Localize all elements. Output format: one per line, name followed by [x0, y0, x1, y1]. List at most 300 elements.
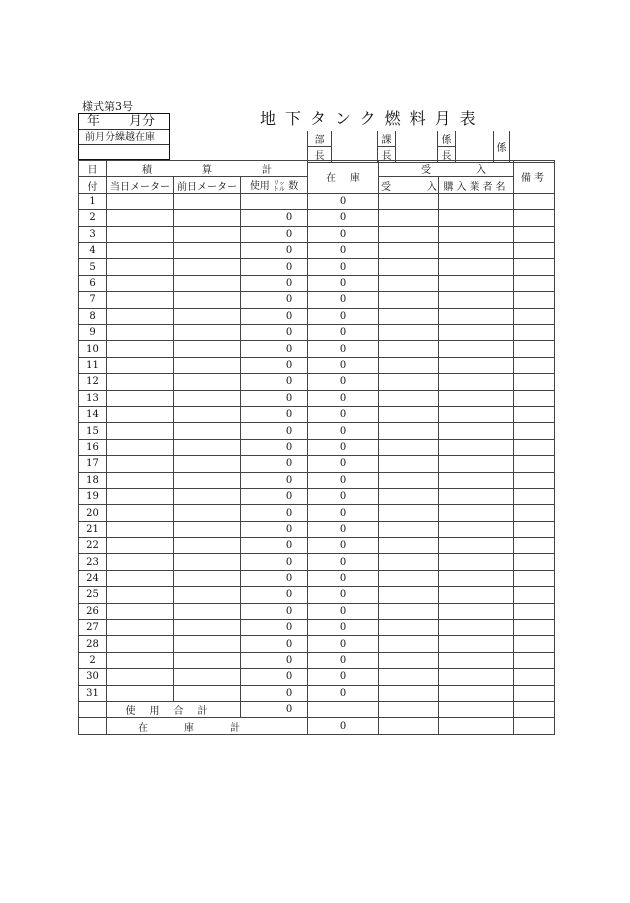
receipt-cell[interactable]: [379, 226, 439, 242]
table-row: [79, 669, 555, 685]
usage-cell[interactable]: 0: [241, 210, 308, 226]
supplier-cell[interactable]: [439, 652, 514, 668]
current-meter-cell[interactable]: [107, 406, 174, 422]
day-cell: 14: [79, 406, 107, 422]
remarks-cell[interactable]: [514, 357, 555, 373]
header-receipt-sub-1: 受: [381, 181, 392, 193]
previous-meter-cell[interactable]: [174, 636, 241, 652]
usage-cell[interactable]: 0: [241, 538, 308, 554]
day-cell: 4: [79, 243, 107, 259]
current-meter-cell[interactable]: [107, 456, 174, 472]
day-cell: 23: [79, 554, 107, 570]
previous-meter-cell[interactable]: [174, 685, 241, 701]
table-row: [79, 456, 555, 472]
header-remarks: 備考: [514, 161, 555, 194]
current-meter-cell[interactable]: [107, 472, 174, 488]
receipt-cell[interactable]: [379, 636, 439, 652]
supplier-cell[interactable]: [439, 685, 514, 701]
current-meter-cell[interactable]: [107, 521, 174, 537]
table-row: [79, 406, 555, 422]
remarks-cell[interactable]: [514, 636, 555, 652]
supplier-cell[interactable]: [439, 456, 514, 472]
receipt-cell[interactable]: [379, 620, 439, 636]
day-cell: 27: [79, 620, 107, 636]
supplier-cell[interactable]: [439, 472, 514, 488]
day-cell: 25: [79, 587, 107, 603]
current-meter-cell[interactable]: [107, 357, 174, 373]
current-meter-cell[interactable]: [107, 652, 174, 668]
day-cell: 21: [79, 521, 107, 537]
remarks-cell[interactable]: [514, 423, 555, 439]
usage-cell[interactable]: 0: [241, 406, 308, 422]
supplier-cell[interactable]: [439, 193, 514, 209]
remarks-cell[interactable]: [514, 390, 555, 406]
supplier-cell[interactable]: [439, 636, 514, 652]
remarks-cell[interactable]: [514, 620, 555, 636]
usage-total-row: [79, 702, 555, 718]
header-usage: [241, 177, 308, 194]
period-field[interactable]: [79, 114, 169, 130]
receipt-cell[interactable]: [379, 554, 439, 570]
receipt-cell[interactable]: [379, 669, 439, 685]
usage-cell[interactable]: 0: [241, 341, 308, 357]
usage-cell[interactable]: 0: [241, 374, 308, 390]
usage-cell[interactable]: 0: [241, 669, 308, 685]
receipt-cell[interactable]: [379, 570, 439, 586]
day-cell: 16: [79, 439, 107, 455]
stock-cell: 0: [308, 620, 379, 636]
table-row: [79, 505, 555, 521]
current-meter-cell[interactable]: [107, 439, 174, 455]
receipt-cell[interactable]: [379, 308, 439, 324]
remarks-cell[interactable]: [514, 603, 555, 619]
previous-meter-cell[interactable]: [174, 357, 241, 373]
day-cell: 26: [79, 603, 107, 619]
previous-meter-cell[interactable]: [174, 652, 241, 668]
usage-cell[interactable]: 0: [241, 308, 308, 324]
day-cell: 3: [79, 226, 107, 242]
table-row: [79, 587, 555, 603]
supplier-cell[interactable]: [439, 587, 514, 603]
usage-cell[interactable]: 0: [241, 472, 308, 488]
usage-cell[interactable]: 0: [241, 423, 308, 439]
header-day-1: 日: [79, 161, 107, 177]
previous-meter-cell[interactable]: [174, 226, 241, 242]
day-cell: 18: [79, 472, 107, 488]
table-row: [79, 472, 555, 488]
receipt-cell[interactable]: [379, 587, 439, 603]
header-usage-suffix: 数: [288, 181, 299, 193]
remarks-cell[interactable]: [514, 538, 555, 554]
approval-label-kakaricho-1: 係: [438, 131, 456, 147]
usage-cell[interactable]: 0: [241, 505, 308, 521]
stock-cell: 0: [308, 226, 379, 242]
receipt-cell[interactable]: [379, 685, 439, 701]
remarks-cell[interactable]: [514, 292, 555, 308]
usage-cell[interactable]: 0: [241, 587, 308, 603]
previous-meter-cell[interactable]: [174, 374, 241, 390]
receipt-cell[interactable]: [379, 275, 439, 291]
usage-cell[interactable]: 0: [241, 570, 308, 586]
receipt-cell[interactable]: [379, 472, 439, 488]
stamp-cell-kacho[interactable]: [396, 131, 438, 163]
remarks-cell[interactable]: [514, 652, 555, 668]
supplier-cell[interactable]: [439, 341, 514, 357]
header-usage-ruby: [273, 181, 285, 193]
table-row: [79, 275, 555, 291]
table-row: [79, 341, 555, 357]
supplier-cell[interactable]: [439, 226, 514, 242]
current-meter-cell[interactable]: [107, 390, 174, 406]
day-cell: 2: [79, 652, 107, 668]
table-row: [79, 226, 555, 242]
previous-meter-cell[interactable]: [174, 406, 241, 422]
current-meter-cell[interactable]: [107, 620, 174, 636]
previous-meter-cell[interactable]: [174, 325, 241, 341]
current-meter-cell[interactable]: [107, 210, 174, 226]
supplier-cell[interactable]: [439, 406, 514, 422]
approval-stamps: [307, 131, 554, 163]
previous-meter-cell[interactable]: [174, 603, 241, 619]
remarks-cell[interactable]: [514, 488, 555, 504]
stock-total-row: [79, 718, 555, 734]
supplier-cell[interactable]: [439, 620, 514, 636]
usage-cell[interactable]: 0: [241, 259, 308, 275]
day-cell: 19: [79, 488, 107, 504]
remarks-cell[interactable]: [514, 554, 555, 570]
receipt-cell[interactable]: [379, 423, 439, 439]
table-row: [79, 210, 555, 226]
stock-cell: 0: [308, 636, 379, 652]
header-usage-ruby-2: トル: [273, 185, 286, 193]
stock-cell: 0: [308, 292, 379, 308]
stock-cell: 0: [308, 210, 379, 226]
fuel-ledger-table: [78, 160, 555, 735]
stamp-cell-bucho[interactable]: [332, 131, 378, 163]
remarks-cell[interactable]: [514, 259, 555, 275]
receipt-cell[interactable]: [379, 390, 439, 406]
usage-cell[interactable]: 0: [241, 488, 308, 504]
remarks-cell[interactable]: [514, 226, 555, 242]
receipt-cell[interactable]: [379, 652, 439, 668]
supplier-cell[interactable]: [439, 275, 514, 291]
remarks-cell[interactable]: [514, 669, 555, 685]
year-label: 年: [87, 114, 101, 129]
stamp-cell-kakari[interactable]: [510, 131, 554, 163]
previous-meter-cell[interactable]: [174, 587, 241, 603]
usage-cell[interactable]: 0: [241, 521, 308, 537]
receipt-cell[interactable]: [379, 341, 439, 357]
receipt-cell[interactable]: [379, 259, 439, 275]
previous-meter-cell[interactable]: [174, 292, 241, 308]
usage-cell[interactable]: 0: [241, 685, 308, 701]
table-row: [79, 652, 555, 668]
supplier-cell[interactable]: [439, 423, 514, 439]
usage-cell[interactable]: 0: [241, 620, 308, 636]
header-stock: [308, 161, 379, 194]
supplier-cell[interactable]: [439, 390, 514, 406]
remarks-cell[interactable]: [514, 210, 555, 226]
remarks-cell[interactable]: [514, 439, 555, 455]
day-cell: 31: [79, 685, 107, 701]
table-row: [79, 259, 555, 275]
previous-meter-cell[interactable]: [174, 554, 241, 570]
supplier-cell[interactable]: [439, 210, 514, 226]
month-label: 月分: [129, 114, 156, 129]
table-row: [79, 193, 555, 209]
remarks-cell[interactable]: [514, 193, 555, 209]
previous-meter-cell[interactable]: [174, 521, 241, 537]
remarks-cell[interactable]: [514, 243, 555, 259]
previous-meter-cell[interactable]: [174, 538, 241, 554]
stock-cell: 0: [308, 587, 379, 603]
table-row: [79, 685, 555, 701]
blank-cell: [308, 702, 379, 718]
day-cell: 2: [79, 210, 107, 226]
stock-cell: 0: [308, 390, 379, 406]
header-usage-ruby-1: リッ: [273, 179, 285, 187]
previous-meter-cell[interactable]: [174, 669, 241, 685]
header-previous-meter: 前日メーター: [174, 177, 241, 194]
blank-cell: [379, 718, 439, 734]
remarks-cell[interactable]: [514, 505, 555, 521]
previous-meter-cell[interactable]: [174, 423, 241, 439]
current-meter-cell[interactable]: [107, 423, 174, 439]
previous-meter-cell[interactable]: [174, 243, 241, 259]
day-cell: 13: [79, 390, 107, 406]
stock-cell: 0: [308, 259, 379, 275]
current-meter-cell[interactable]: [107, 341, 174, 357]
current-meter-cell[interactable]: [107, 505, 174, 521]
current-meter-cell[interactable]: [107, 685, 174, 701]
usage-cell[interactable]: 0: [241, 243, 308, 259]
usage-cell[interactable]: 0: [241, 390, 308, 406]
receipt-cell[interactable]: [379, 243, 439, 259]
previous-meter-cell[interactable]: [174, 570, 241, 586]
stock-cell: 0: [308, 685, 379, 701]
receipt-cell[interactable]: [379, 603, 439, 619]
current-meter-cell[interactable]: [107, 538, 174, 554]
stock-cell: 0: [308, 652, 379, 668]
table-row: [79, 620, 555, 636]
current-meter-cell[interactable]: [107, 587, 174, 603]
header-accumulation-2: 算: [202, 165, 212, 177]
receipt-cell[interactable]: [379, 521, 439, 537]
usage-cell[interactable]: 0: [241, 439, 308, 455]
period-box: [78, 113, 170, 160]
remarks-cell[interactable]: [514, 374, 555, 390]
remarks-cell[interactable]: [514, 456, 555, 472]
receipt-cell[interactable]: [379, 456, 439, 472]
current-meter-cell[interactable]: [107, 292, 174, 308]
stock-cell: 0: [308, 341, 379, 357]
supplier-cell[interactable]: [439, 243, 514, 259]
day-cell: 6: [79, 275, 107, 291]
supplier-cell[interactable]: [439, 259, 514, 275]
day-cell: 22: [79, 538, 107, 554]
approval-label-kacho-1: 課: [378, 131, 396, 147]
remarks-cell[interactable]: [514, 308, 555, 324]
supplier-cell[interactable]: [439, 292, 514, 308]
day-cell: 5: [79, 259, 107, 275]
previous-meter-cell[interactable]: [174, 390, 241, 406]
remarks-cell[interactable]: [514, 341, 555, 357]
remarks-cell[interactable]: [514, 587, 555, 603]
receipt-cell[interactable]: [379, 505, 439, 521]
stock-cell: 0: [308, 423, 379, 439]
previous-meter-cell[interactable]: [174, 488, 241, 504]
usage-cell[interactable]: 0: [241, 325, 308, 341]
previous-meter-cell[interactable]: [174, 308, 241, 324]
stock-cell: 0: [308, 193, 379, 209]
previous-meter-cell[interactable]: [174, 341, 241, 357]
stock-cell: 0: [308, 456, 379, 472]
table-row: [79, 488, 555, 504]
receipt-cell[interactable]: [379, 406, 439, 422]
stock-cell: 0: [308, 570, 379, 586]
approval-label-kakari: 係: [494, 131, 510, 163]
day-cell: 17: [79, 456, 107, 472]
approval-label-kakaricho-2: 長: [438, 147, 456, 163]
usage-cell[interactable]: 0: [241, 357, 308, 373]
day-cell: 28: [79, 636, 107, 652]
day-cell: 8: [79, 308, 107, 324]
supplier-cell[interactable]: [439, 374, 514, 390]
current-meter-cell[interactable]: [107, 193, 174, 209]
day-cell: 11: [79, 357, 107, 373]
supplier-cell[interactable]: [439, 538, 514, 554]
previous-meter-cell[interactable]: [174, 275, 241, 291]
previous-meter-cell[interactable]: [174, 472, 241, 488]
supplier-cell[interactable]: [439, 308, 514, 324]
previous-meter-cell[interactable]: [174, 193, 241, 209]
current-meter-cell[interactable]: [107, 554, 174, 570]
stock-cell: 0: [308, 538, 379, 554]
table-row: [79, 439, 555, 455]
header-supplier: 購入業者名: [439, 177, 514, 194]
previous-meter-cell[interactable]: [174, 259, 241, 275]
form-number: 様式第3号: [82, 100, 133, 113]
receipt-cell[interactable]: [379, 488, 439, 504]
current-meter-cell[interactable]: [107, 374, 174, 390]
current-meter-cell[interactable]: [107, 243, 174, 259]
supplier-cell[interactable]: [439, 357, 514, 373]
remarks-cell[interactable]: [514, 406, 555, 422]
stock-cell: 0: [308, 603, 379, 619]
supplier-cell[interactable]: [439, 570, 514, 586]
receipt-cell[interactable]: [379, 538, 439, 554]
current-meter-cell[interactable]: [107, 669, 174, 685]
stock-cell: 0: [308, 554, 379, 570]
day-cell: 20: [79, 505, 107, 521]
day-cell: 9: [79, 325, 107, 341]
usage-total-label: 使用合計: [107, 702, 241, 718]
remarks-cell[interactable]: [514, 521, 555, 537]
usage-cell[interactable]: 0: [241, 456, 308, 472]
remarks-cell[interactable]: [514, 570, 555, 586]
receipt-cell[interactable]: [379, 439, 439, 455]
current-meter-cell[interactable]: [107, 325, 174, 341]
stock-cell: 0: [308, 325, 379, 341]
supplier-cell[interactable]: [439, 554, 514, 570]
receipt-cell[interactable]: [379, 325, 439, 341]
receipt-cell[interactable]: [379, 374, 439, 390]
blank-cell: [514, 702, 555, 718]
previous-meter-cell[interactable]: [174, 620, 241, 636]
remarks-cell[interactable]: [514, 325, 555, 341]
current-meter-cell[interactable]: [107, 226, 174, 242]
usage-cell[interactable]: 0: [241, 636, 308, 652]
receipt-cell[interactable]: [379, 292, 439, 308]
current-meter-cell[interactable]: [107, 636, 174, 652]
usage-cell[interactable]: [241, 193, 308, 209]
stock-cell: 0: [308, 374, 379, 390]
supplier-cell[interactable]: [439, 488, 514, 504]
supplier-cell[interactable]: [439, 325, 514, 341]
stock-cell: 0: [308, 521, 379, 537]
remarks-cell[interactable]: [514, 685, 555, 701]
previous-meter-cell[interactable]: [174, 456, 241, 472]
page-title: 地下タンク燃料月表: [260, 109, 485, 128]
supplier-cell[interactable]: [439, 439, 514, 455]
table-row: [79, 308, 555, 324]
receipt-cell[interactable]: [379, 193, 439, 209]
current-meter-cell[interactable]: [107, 488, 174, 504]
blank-cell: [439, 718, 514, 734]
day-cell: 1: [79, 193, 107, 209]
remarks-cell[interactable]: [514, 275, 555, 291]
current-meter-cell[interactable]: [107, 570, 174, 586]
previous-meter-cell[interactable]: [174, 439, 241, 455]
usage-cell[interactable]: 0: [241, 554, 308, 570]
approval-label-bucho-2: 長: [308, 147, 332, 163]
stock-cell: 0: [308, 669, 379, 685]
supplier-cell[interactable]: [439, 521, 514, 537]
usage-cell[interactable]: 0: [241, 275, 308, 291]
previous-meter-cell[interactable]: [174, 505, 241, 521]
supplier-cell[interactable]: [439, 669, 514, 685]
current-meter-cell[interactable]: [107, 603, 174, 619]
usage-cell[interactable]: 0: [241, 226, 308, 242]
header-accumulation: [107, 161, 308, 177]
day-cell: 15: [79, 423, 107, 439]
table-row: [79, 292, 555, 308]
current-meter-cell[interactable]: [107, 308, 174, 324]
remarks-cell[interactable]: [514, 472, 555, 488]
stock-cell: 0: [308, 357, 379, 373]
day-cell: 7: [79, 292, 107, 308]
day-cell: 12: [79, 374, 107, 390]
usage-cell[interactable]: 0: [241, 292, 308, 308]
current-meter-cell[interactable]: [107, 259, 174, 275]
header-accumulation-3: 計: [262, 165, 272, 177]
previous-meter-cell[interactable]: [174, 210, 241, 226]
receipt-cell[interactable]: [379, 210, 439, 226]
stamp-cell-kakaricho[interactable]: [456, 131, 494, 163]
stock-cell: 0: [308, 439, 379, 455]
receipt-cell[interactable]: [379, 357, 439, 373]
header-stock-2: 庫: [350, 173, 361, 185]
table-row: [79, 325, 555, 341]
current-meter-cell[interactable]: [107, 275, 174, 291]
usage-cell[interactable]: 0: [241, 652, 308, 668]
stock-cell: 0: [308, 505, 379, 521]
stock-cell: 0: [308, 472, 379, 488]
supplier-cell[interactable]: [439, 603, 514, 619]
table-row: [79, 423, 555, 439]
supplier-cell[interactable]: [439, 505, 514, 521]
usage-cell[interactable]: 0: [241, 603, 308, 619]
